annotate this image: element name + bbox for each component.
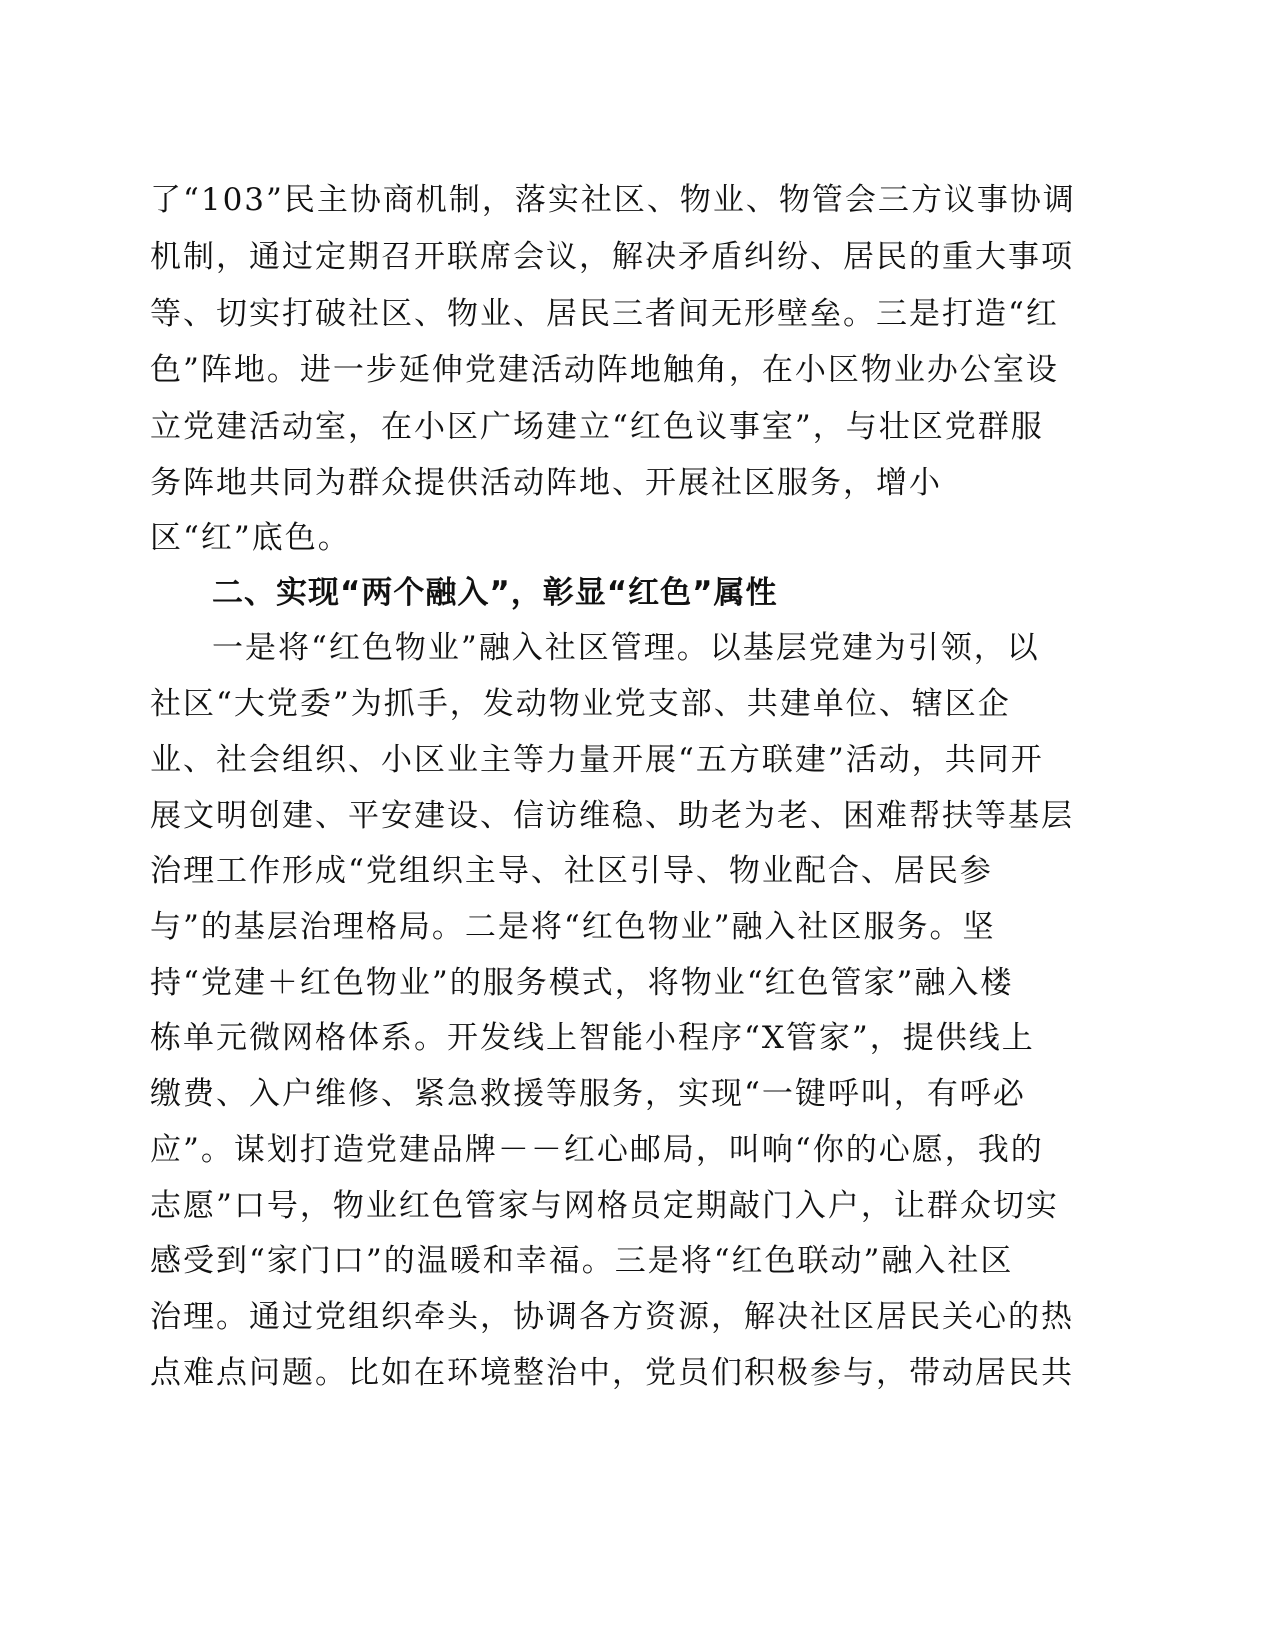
text-line: 立党建活动室，在小区广场建立“红色议事室”，与壮区党群服: [150, 409, 1044, 445]
text-line: 治理工作形成“党组织主导、社区引导、物业配合、居民参: [150, 853, 993, 889]
text-line: 业、社会组织、小区业主等力量开展“五方联建”活动，共同开: [150, 742, 1044, 778]
text-line: 感受到“家门口”的温暖和幸福。三是将“红色联动”融入社区: [150, 1243, 1014, 1279]
text-line: 等、切实打破社区、物业、居民三者间无形壁垒。三是打造“红: [150, 296, 1059, 332]
section-heading: 二、实现“两个融入”，彰显“红色”属性: [212, 575, 778, 611]
text-line: 了“103”民主协商机制，落实社区、物业、物管会三方议事协调: [150, 182, 1076, 218]
text-line: 志愿”口号，物业红色管家与网格员定期敲门入户，让群众切实: [150, 1188, 1059, 1224]
text-line: 务阵地共同为群众提供活动阵地、开展社区服务，增小: [150, 465, 942, 501]
text-line: 社区“大党委”为抓手，发动物业党支部、共建单位、辖区企: [150, 686, 1011, 722]
text-line: 区“红”底色。: [150, 520, 351, 556]
text-line: 持“党建＋红色物业”的服务模式，将物业“红色管家”融入楼: [150, 965, 1014, 1001]
text-line: 治理。通过党组织牵头，协调各方资源，解决社区居民关心的热: [150, 1299, 1074, 1335]
text-line: 机制，通过定期召开联席会议，解决矛盾纠纷、居民的重大事项: [150, 239, 1074, 275]
text-line: 栋单元微网格体系。开发线上智能小程序“X管家”，提供线上: [150, 1020, 1035, 1056]
text-line: 应”。谋划打造党建品牌－－红心邮局，叫响“你的心愿，我的: [150, 1132, 1044, 1168]
text-line: 缴费、入户维修、紧急救援等服务，实现“一键呼叫，有呼必: [150, 1076, 1026, 1112]
text-line: 与”的基层治理格局。二是将“红色物业”融入社区服务。坚: [150, 909, 996, 945]
text-line: 一是将“红色物业”融入社区管理。以基层党建为引领，以: [212, 630, 1040, 666]
text-line: 点难点问题。比如在环境整治中，党员们积极参与，带动居民共: [150, 1355, 1074, 1391]
text-line: 色”阵地。进一步延伸党建活动阵地触角，在小区物业办公室设: [150, 352, 1059, 388]
text-line: 展文明创建、平安建设、信访维稳、助老为老、困难帮扶等基层: [150, 798, 1074, 834]
